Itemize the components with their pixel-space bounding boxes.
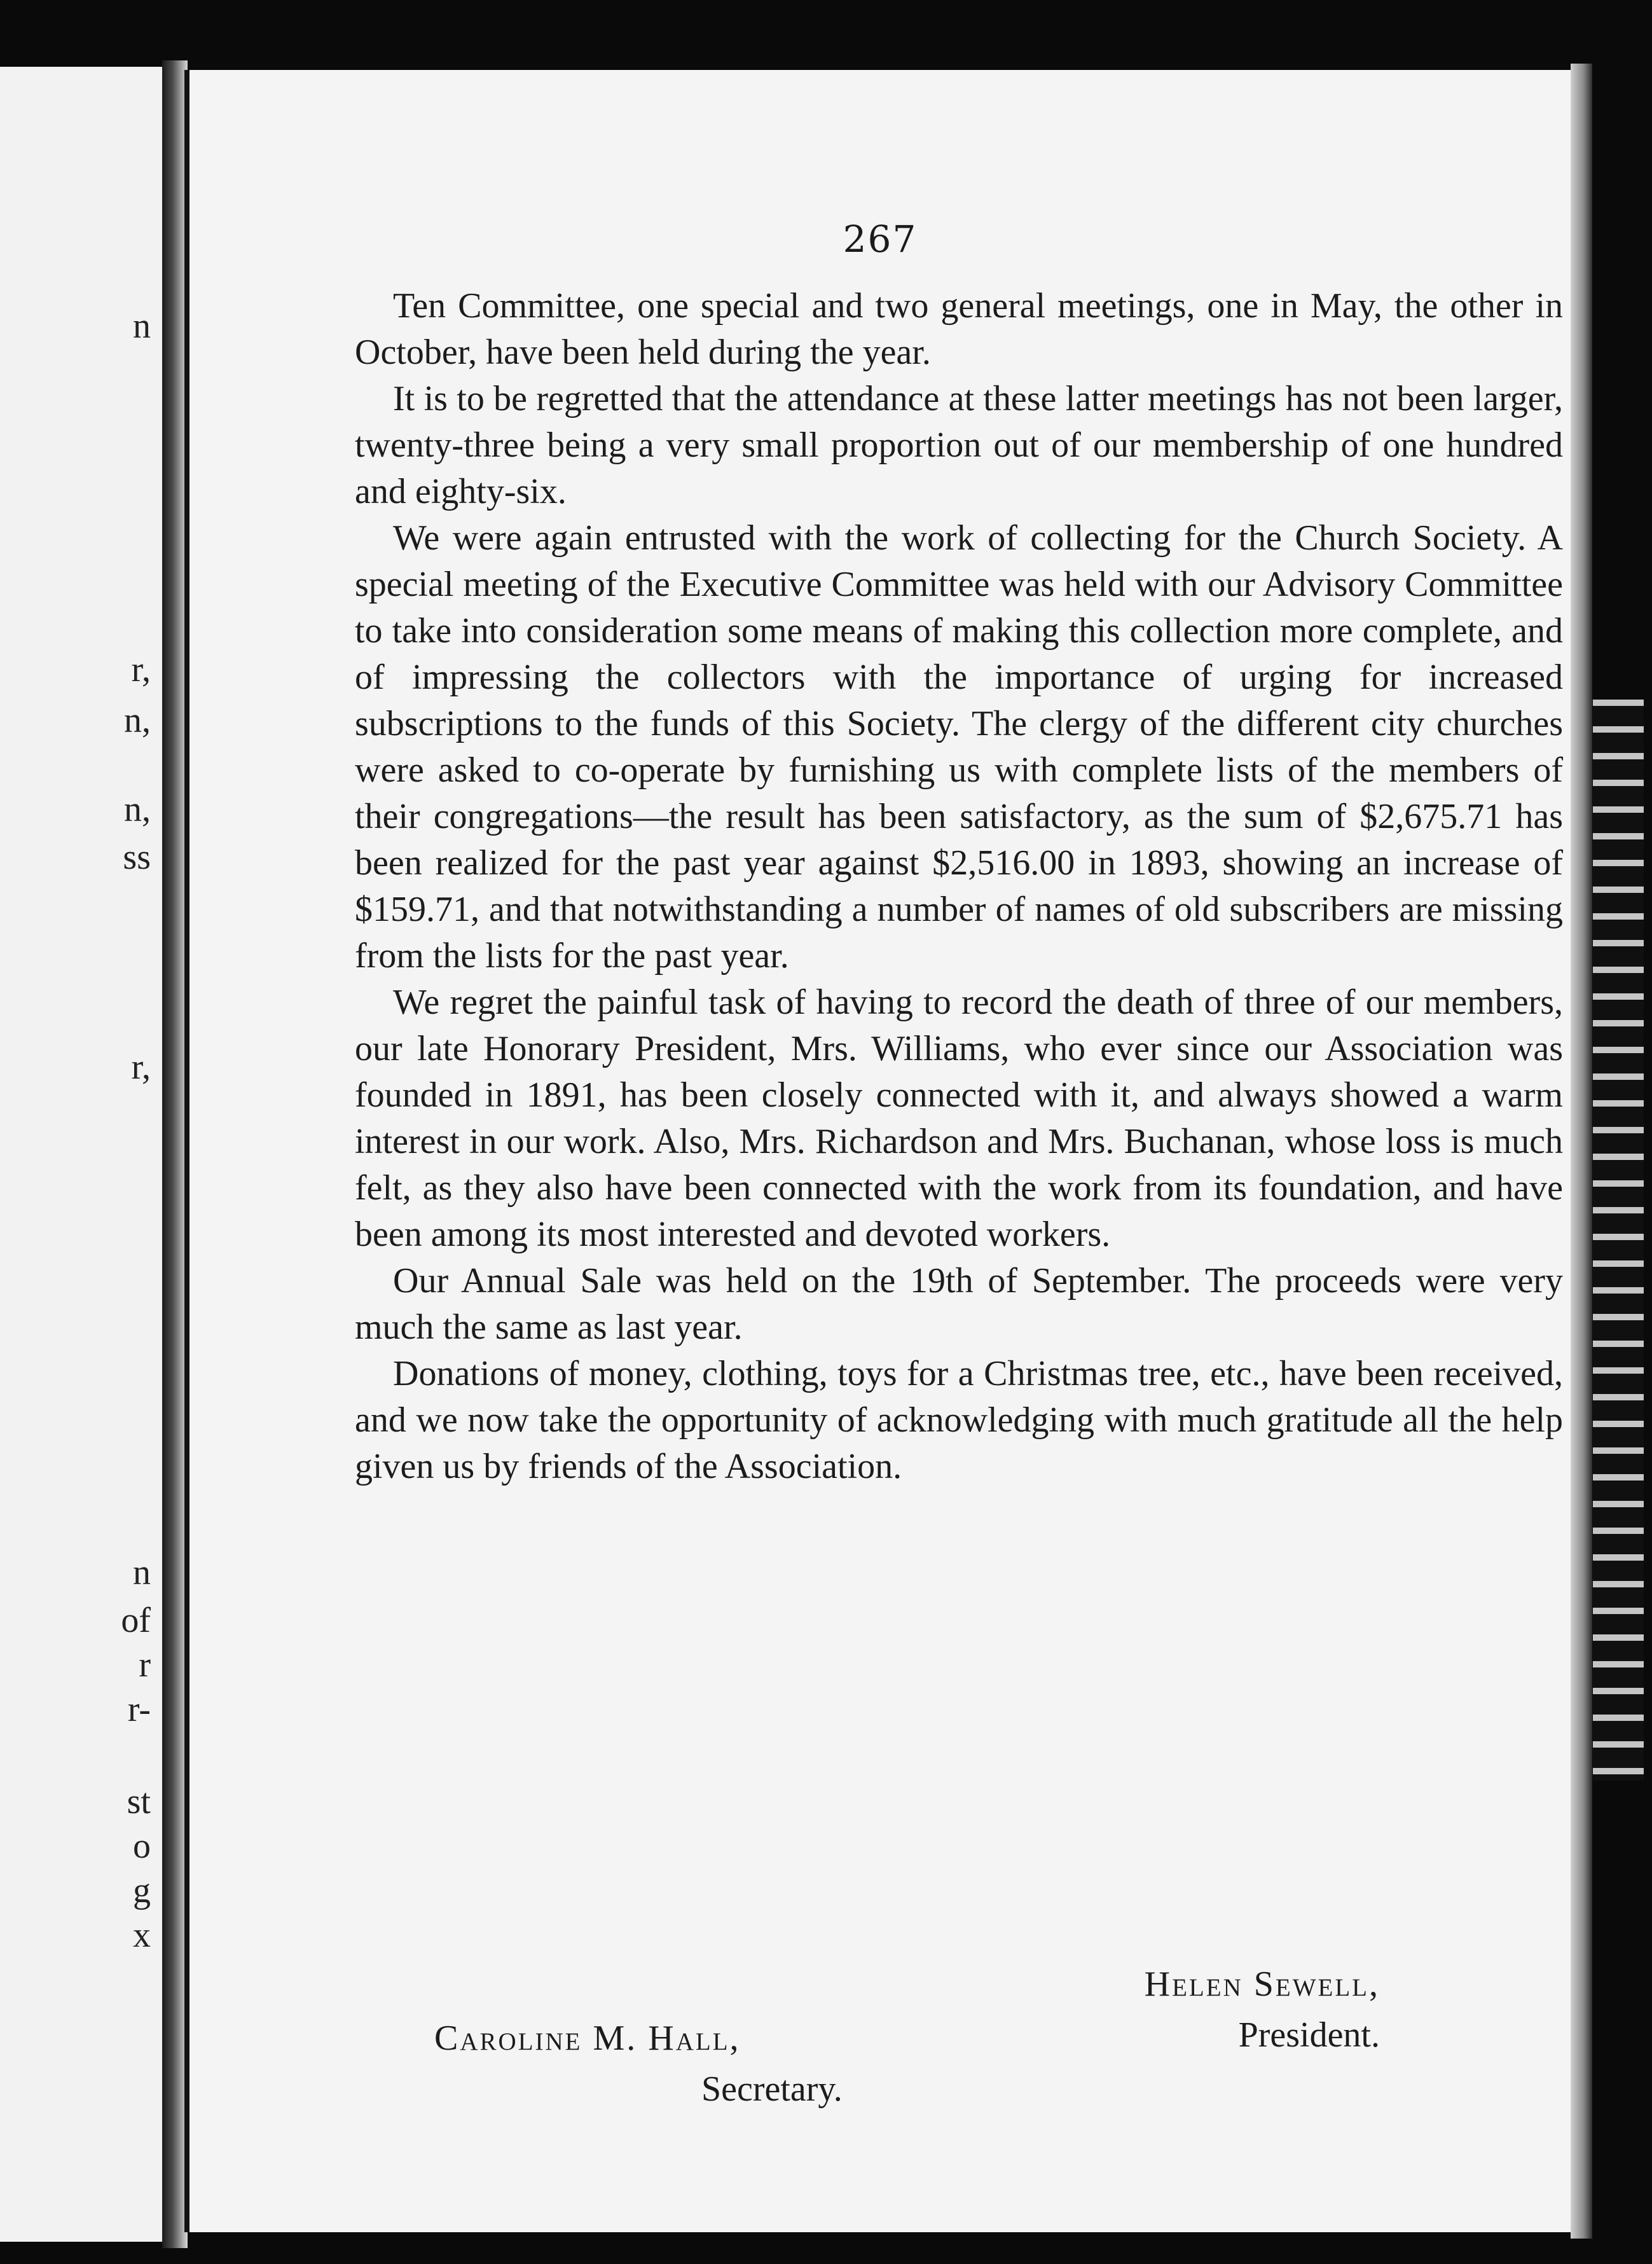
paragraph-attendance: It is to be regretted that the attendance at these latter meetings has not been larger, twenty-three being a very small proportion out of our membership of one hundred and eighty-six. [355,379,1563,511]
left-fragment: n, [124,701,151,740]
left-fragment: r, [131,650,151,689]
signature-secretary-block [434,2013,843,2115]
left-fragment: n [133,307,151,346]
page-number: 267 [843,217,918,261]
president-name: Helen Sewell, [1144,1964,1380,2004]
signature-president-block [1145,1959,1380,2060]
left-fragment: r- [127,1690,151,1729]
page-edge-stack [1593,700,1644,1781]
paragraph-church-society: We were again entrusted with the work of collecting for the Church Society. A special meeting of the Executive Committee was held with our Advisory Committee to take into consideration some means of making this collection more complete, and of impressing the collectors with the importance of urging for increased subscriptions to the funds of this Society. The clergy of the different city churches were asked to co-operate by furnishing us with complete lists of the members of their congregations—the result has been satisfactory, as the sum of $2,675.71 has been realized for the past year against $2,516.00 in 1893, showing an increase of $159.71, and that notwithstanding a number of names of old subscribers are missing from the lists for the past year. [355,518,1563,976]
paragraph-annual-sale: Our Annual Sale was held on the 19th of September. The proceeds were very much the same as last year. [355,1261,1563,1347]
left-facing-page [0,67,166,2242]
left-fragment: n, [124,790,151,829]
left-fragment: st [127,1782,151,1821]
paragraph-meetings: Ten Committee, one special and two general meetings, one in May, the other in October, have been held during the year. [355,286,1563,372]
left-fragment: ss [123,838,151,877]
page-body-text [355,283,1563,1490]
left-fragment: r, [131,1047,151,1087]
left-fragment: n [133,1553,151,1592]
secretary-name: Caroline M. Hall, [434,2019,741,2058]
left-fragment: x [133,1915,151,1955]
secretary-title: Secretary. [701,2069,843,2109]
main-page [184,70,1571,2232]
left-fragment: r [139,1645,151,1685]
left-fragment: of [121,1601,151,1640]
paragraph-donations: Donations of money, clothing, toys for a Christmas tree, etc., have been received, and we now take the opportunity of acknowledging with much gratitude all the help given us by friends of the Association. [355,1354,1563,1486]
left-page-text-fragments [0,67,162,2242]
paragraph-deaths: We regret the painful task of having to record the death of three of our members, our late Honorary President, Mrs. Williams, who ever since our Association was founded in 1891, has been closely connected with it, and always showed a warm interest in our work. Also, Mrs. Richardson and Mrs. Buchanan, whose loss is much felt, as they also have been connected with the work from its foundation, and have been among its most interested and devoted workers. [355,983,1563,1254]
left-fragment: o [133,1826,151,1866]
president-title: President. [1238,2015,1380,2055]
left-fragment: g [133,1871,151,1910]
book-gutter-shadow [162,60,188,2248]
page-right-edge-shadow [1571,64,1592,2239]
